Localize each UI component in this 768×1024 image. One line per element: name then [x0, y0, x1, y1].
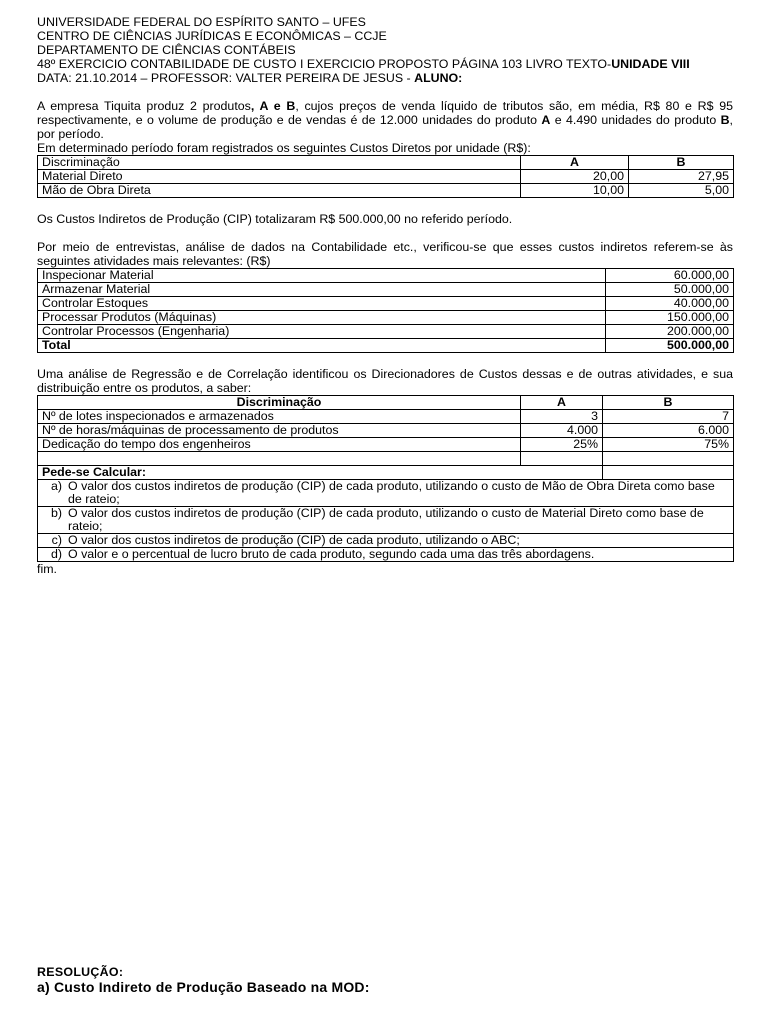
question-row: [38, 480, 734, 507]
table-cell: 20,00: [521, 170, 629, 184]
table-header-cell: B: [603, 396, 734, 410]
header-center: CENTRO DE CIÊNCIAS JURÍDICAS E ECONÔMICAS – CCJE: [37, 29, 387, 43]
interviews-text: Por meio de entrevistas, análise de dados na Contabilidade etc., verificou-se que esses custos indiretos referem-se às seguintes atividades mais relevantes: (R$): [37, 240, 733, 268]
table-row: [38, 438, 734, 452]
question-item: [38, 507, 734, 534]
table-cell: 60.000,00: [606, 269, 734, 283]
table-cell: 7: [603, 410, 734, 424]
table-cell: [521, 452, 603, 466]
table-row: [38, 424, 734, 438]
table-cell: Material Direto: [38, 170, 521, 184]
table-cell: 75%: [603, 438, 734, 452]
table-row: [38, 311, 734, 325]
table-cell: Nº de horas/máquinas de processamento de produtos: [38, 424, 521, 438]
question-text: O valor e o percentual de lucro bruto de cada produto, segundo cada uma das três abordagens.: [68, 547, 595, 561]
table-cell: Dedicação do tempo dos engenheiros: [38, 438, 521, 452]
question-letter: d): [50, 547, 62, 561]
table-total-row: [38, 339, 734, 353]
table-row: [38, 325, 734, 339]
table-header-row: [38, 396, 734, 410]
table-cell: Nº de lotes inspecionados e armazenados: [38, 410, 521, 424]
question-row: [38, 548, 734, 562]
table-cell: [603, 466, 734, 480]
intro-product-b: B: [720, 113, 730, 127]
intro-paragraph: [37, 99, 733, 141]
table-cell: 5,00: [629, 184, 734, 198]
direct-costs-intro: Em determinado período foram registrados os seguintes Custos Diretos por unidade (R$):: [37, 141, 531, 155]
table-header-cell: Discriminação: [38, 156, 521, 170]
header-department: DEPARTAMENTO DE CIÊNCIAS CONTÁBEIS: [37, 43, 296, 57]
table-cell: 4.000: [521, 424, 603, 438]
document-header: [37, 15, 733, 85]
intro-product-a: A: [541, 113, 551, 127]
question-row: [38, 534, 734, 548]
end-text: fim.: [37, 562, 57, 576]
document-page: [37, 15, 733, 576]
questions-table: [37, 466, 734, 562]
table-header-row: [38, 156, 734, 170]
table-cell: 500.000,00: [606, 339, 734, 353]
activities-table: [37, 268, 734, 353]
resolution-section: [37, 965, 370, 994]
table-cell: [38, 452, 521, 466]
table-cell: Controlar Estoques: [38, 297, 606, 311]
header-student: ALUNO:: [414, 71, 463, 85]
header-date-text: DATA: 21.10.2014 – PROFESSOR: VALTER PEREIRA DE JESUS -: [37, 71, 415, 85]
questions-heading: Pede-se Calcular:: [38, 466, 603, 480]
table-cell: 25%: [521, 438, 603, 452]
table-empty-row: [38, 452, 734, 466]
table-cell: 40.000,00: [606, 297, 734, 311]
regression-text: Uma análise de Regressão e de Correlação identificou os Direcionadores de Custos dessas e de outras atividades, e sua distribuição entre os produtos, a saber:: [37, 367, 733, 395]
cip-total-text: Os Custos Indiretos de Produção (CIP) totalizaram R$ 500.000,00 no referido período.: [37, 212, 513, 226]
table-header-cell: B: [629, 156, 734, 170]
direct-costs-table: [37, 155, 734, 198]
intro-text-1: A empresa Tiquita produz 2 produtos: [37, 99, 251, 113]
table-cell: Inspecionar Material: [38, 269, 606, 283]
question-text: O valor dos custos indiretos de produção (CIP) de cada produto, utilizando o custo de Mão de Obra Direta como base de rateio;: [68, 479, 715, 506]
table-cell: 150.000,00: [606, 311, 734, 325]
table-cell: 3: [521, 410, 603, 424]
intro-products: , A e B: [250, 99, 296, 113]
header-exercise: [37, 57, 733, 71]
table-header-cell: A: [521, 396, 603, 410]
drivers-table: [37, 395, 734, 466]
table-cell: Mão de Obra Direta: [38, 184, 521, 198]
header-exercise-text: 48º EXERCICIO CONTABILIDADE DE CUSTO I EXERCICIO PROPOSTO PÁGINA 103 LIVRO TEXTO-: [37, 57, 612, 71]
header-university: UNIVERSIDADE FEDERAL DO ESPÍRITO SANTO – UFES: [37, 15, 366, 29]
resolution-subtitle: a) Custo Indireto de Produção Baseado na MOD:: [37, 979, 370, 995]
intro-text-3: e 4.490 unidades do produto: [550, 113, 721, 127]
question-row: [38, 507, 734, 534]
intro-text-2: , cujos preços de venda líquido de tributos são, em média, R$ 80 e R$ 95 respectivamente, e o volume de produção e de vendas é de 12.000 unidades do produto: [37, 99, 733, 127]
table-cell: [603, 452, 734, 466]
question-letter: c): [51, 533, 62, 547]
table-row: [38, 269, 734, 283]
table-header-cell: A: [521, 156, 629, 170]
header-unit: UNIDADE VIII: [611, 57, 690, 71]
question-item: [38, 480, 734, 507]
table-cell: Controlar Processos (Engenharia): [38, 325, 606, 339]
table-header-cell: Discriminação: [38, 396, 521, 410]
table-cell: Processar Produtos (Máquinas): [38, 311, 606, 325]
question-letter: a): [50, 479, 62, 493]
question-letter: b): [50, 506, 62, 520]
questions-heading-row: [38, 466, 734, 480]
question-item: [38, 548, 734, 562]
table-row: [38, 184, 734, 198]
table-cell: 50.000,00: [606, 283, 734, 297]
header-date: [37, 71, 733, 85]
table-cell: 200.000,00: [606, 325, 734, 339]
table-row: [38, 410, 734, 424]
table-row: [38, 283, 734, 297]
table-row: [38, 170, 734, 184]
question-text: O valor dos custos indiretos de produção (CIP) de cada produto, utilizando o ABC;: [68, 533, 520, 547]
question-item: [38, 534, 734, 548]
intro-text-4: , por período.: [37, 113, 733, 141]
table-cell: Total: [38, 339, 606, 353]
table-cell: Armazenar Material: [38, 283, 606, 297]
table-cell: 10,00: [521, 184, 629, 198]
table-cell: 6.000: [603, 424, 734, 438]
question-text: O valor dos custos indiretos de produção (CIP) de cada produto, utilizando o custo de Material Direto como base de rateio;: [68, 506, 704, 533]
table-row: [38, 297, 734, 311]
table-cell: 27,95: [629, 170, 734, 184]
resolution-title: RESOLUÇÃO:: [37, 965, 124, 979]
